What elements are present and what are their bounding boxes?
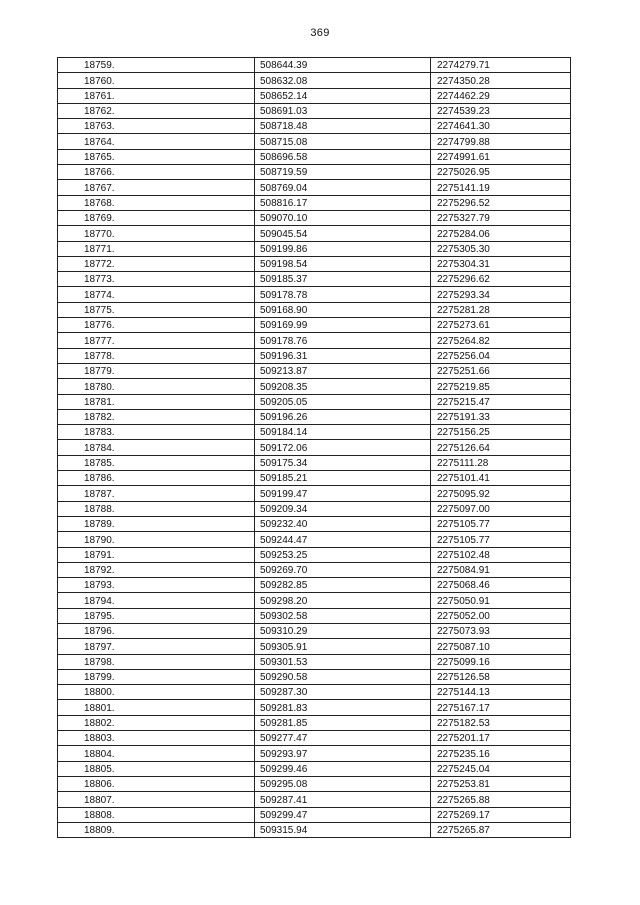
table-row: [58, 685, 571, 700]
table-row: [58, 792, 571, 807]
x-coordinate-cell: 508644.39: [255, 58, 431, 73]
x-coordinate-cell: 509198.54: [255, 256, 431, 271]
table-row: [58, 318, 571, 333]
y-coordinate-cell: 2275087.10: [431, 639, 571, 654]
y-coordinate-cell: 2275141.19: [431, 180, 571, 195]
table-row: [58, 547, 571, 562]
point-number-cell: 18777.: [58, 333, 255, 348]
x-coordinate-cell: 509315.94: [255, 822, 431, 837]
point-number-cell: 18785.: [58, 455, 255, 470]
table-row: [58, 134, 571, 149]
y-coordinate-cell: 2275296.62: [431, 272, 571, 287]
point-number-cell: 18791.: [58, 547, 255, 562]
y-coordinate-cell: 2275052.00: [431, 608, 571, 623]
table-row: [58, 256, 571, 271]
point-number-cell: 18788.: [58, 501, 255, 516]
point-number-cell: 18787.: [58, 486, 255, 501]
x-coordinate-cell: 508632.08: [255, 73, 431, 88]
point-number-cell: 18792.: [58, 562, 255, 577]
x-coordinate-cell: 509070.10: [255, 210, 431, 225]
y-coordinate-cell: 2275265.87: [431, 822, 571, 837]
y-coordinate-cell: 2275126.64: [431, 440, 571, 455]
point-number-cell: 18761.: [58, 88, 255, 103]
y-coordinate-cell: 2275245.04: [431, 761, 571, 776]
x-coordinate-cell: 509281.83: [255, 700, 431, 715]
x-coordinate-cell: 509205.05: [255, 394, 431, 409]
x-coordinate-cell: 509185.37: [255, 272, 431, 287]
table-row: [58, 165, 571, 180]
point-number-cell: 18801.: [58, 700, 255, 715]
y-coordinate-cell: 2275296.52: [431, 195, 571, 210]
table-row: [58, 226, 571, 241]
x-coordinate-cell: 509290.58: [255, 669, 431, 684]
point-number-cell: 18780.: [58, 379, 255, 394]
y-coordinate-cell: 2275102.48: [431, 547, 571, 562]
x-coordinate-cell: 509199.47: [255, 486, 431, 501]
y-coordinate-cell: 2275068.46: [431, 578, 571, 593]
y-coordinate-cell: 2275251.66: [431, 363, 571, 378]
point-number-cell: 18809.: [58, 822, 255, 837]
point-number-cell: 18802.: [58, 715, 255, 730]
point-number-cell: 18800.: [58, 685, 255, 700]
x-coordinate-cell: 509184.14: [255, 425, 431, 440]
table-row: [58, 149, 571, 164]
table-row: [58, 394, 571, 409]
point-number-cell: 18808.: [58, 807, 255, 822]
table-row: [58, 409, 571, 424]
table-row: [58, 516, 571, 531]
table-row: [58, 746, 571, 761]
point-number-cell: 18767.: [58, 180, 255, 195]
table-row: [58, 119, 571, 134]
point-number-cell: 18769.: [58, 210, 255, 225]
y-coordinate-cell: 2275099.16: [431, 654, 571, 669]
coordinates-table: [57, 57, 571, 838]
table-row: [58, 623, 571, 638]
x-coordinate-cell: 509310.29: [255, 623, 431, 638]
point-number-cell: 18764.: [58, 134, 255, 149]
y-coordinate-cell: 2275097.00: [431, 501, 571, 516]
table-row: [58, 822, 571, 837]
point-number-cell: 18770.: [58, 226, 255, 241]
point-number-cell: 18779.: [58, 363, 255, 378]
table-row: [58, 180, 571, 195]
x-coordinate-cell: 508715.08: [255, 134, 431, 149]
x-coordinate-cell: 509269.70: [255, 562, 431, 577]
table-row: [58, 731, 571, 746]
point-number-cell: 18789.: [58, 516, 255, 531]
x-coordinate-cell: 509169.99: [255, 318, 431, 333]
y-coordinate-cell: 2275144.13: [431, 685, 571, 700]
point-number-cell: 18797.: [58, 639, 255, 654]
x-coordinate-cell: 509178.78: [255, 287, 431, 302]
table-row: [58, 363, 571, 378]
y-coordinate-cell: 2275281.28: [431, 302, 571, 317]
point-number-cell: 18806.: [58, 776, 255, 791]
table-row: [58, 471, 571, 486]
table-row: [58, 761, 571, 776]
x-coordinate-cell: 508652.14: [255, 88, 431, 103]
point-number-cell: 18794.: [58, 593, 255, 608]
y-coordinate-cell: 2275293.34: [431, 287, 571, 302]
x-coordinate-cell: 508769.04: [255, 180, 431, 195]
y-coordinate-cell: 2275269.17: [431, 807, 571, 822]
x-coordinate-cell: 508718.48: [255, 119, 431, 134]
point-number-cell: 18781.: [58, 394, 255, 409]
point-number-cell: 18790.: [58, 532, 255, 547]
table-row: [58, 562, 571, 577]
x-coordinate-cell: 509253.25: [255, 547, 431, 562]
y-coordinate-cell: 2275111.28: [431, 455, 571, 470]
y-coordinate-cell: 2275327.79: [431, 210, 571, 225]
point-number-cell: 18798.: [58, 654, 255, 669]
table-row: [58, 593, 571, 608]
table-row: [58, 455, 571, 470]
table-row: [58, 333, 571, 348]
y-coordinate-cell: 2275253.81: [431, 776, 571, 791]
point-number-cell: 18763.: [58, 119, 255, 134]
y-coordinate-cell: 2275264.82: [431, 333, 571, 348]
point-number-cell: 18803.: [58, 731, 255, 746]
table-row: [58, 700, 571, 715]
y-coordinate-cell: 2275095.92: [431, 486, 571, 501]
x-coordinate-cell: 509175.34: [255, 455, 431, 470]
y-coordinate-cell: 2275073.93: [431, 623, 571, 638]
x-coordinate-cell: 509299.46: [255, 761, 431, 776]
x-coordinate-cell: 509302.58: [255, 608, 431, 623]
y-coordinate-cell: 2275101.41: [431, 471, 571, 486]
y-coordinate-cell: 2275201.17: [431, 731, 571, 746]
table-row: [58, 639, 571, 654]
y-coordinate-cell: 2274799.88: [431, 134, 571, 149]
x-coordinate-cell: 509298.20: [255, 593, 431, 608]
y-coordinate-cell: 2274279.71: [431, 58, 571, 73]
x-coordinate-cell: 509208.35: [255, 379, 431, 394]
y-coordinate-cell: 2274462.29: [431, 88, 571, 103]
table-row: [58, 532, 571, 547]
table-row: [58, 379, 571, 394]
y-coordinate-cell: 2275191.33: [431, 409, 571, 424]
x-coordinate-cell: 509299.47: [255, 807, 431, 822]
x-coordinate-cell: 509168.90: [255, 302, 431, 317]
y-coordinate-cell: 2275026.95: [431, 165, 571, 180]
point-number-cell: 18786.: [58, 471, 255, 486]
y-coordinate-cell: 2274350.28: [431, 73, 571, 88]
y-coordinate-cell: 2274539.23: [431, 103, 571, 118]
point-number-cell: 18805.: [58, 761, 255, 776]
point-number-cell: 18774.: [58, 287, 255, 302]
point-number-cell: 18807.: [58, 792, 255, 807]
point-number-cell: 18778.: [58, 348, 255, 363]
point-number-cell: 18782.: [58, 409, 255, 424]
x-coordinate-cell: 509244.47: [255, 532, 431, 547]
x-coordinate-cell: 509213.87: [255, 363, 431, 378]
table-row: [58, 776, 571, 791]
table-row: [58, 578, 571, 593]
x-coordinate-cell: 509172.06: [255, 440, 431, 455]
x-coordinate-cell: 509209.34: [255, 501, 431, 516]
y-coordinate-cell: 2275050.91: [431, 593, 571, 608]
y-coordinate-cell: 2274991.61: [431, 149, 571, 164]
x-coordinate-cell: 509282.85: [255, 578, 431, 593]
y-coordinate-cell: 2275126.58: [431, 669, 571, 684]
x-coordinate-cell: 509199.86: [255, 241, 431, 256]
table-row: [58, 654, 571, 669]
table-row: [58, 807, 571, 822]
y-coordinate-cell: 2274641.30: [431, 119, 571, 134]
point-number-cell: 18804.: [58, 746, 255, 761]
table-row: [58, 486, 571, 501]
y-coordinate-cell: 2275304.31: [431, 256, 571, 271]
x-coordinate-cell: 509185.21: [255, 471, 431, 486]
x-coordinate-cell: 509305.91: [255, 639, 431, 654]
x-coordinate-cell: 509287.30: [255, 685, 431, 700]
point-number-cell: 18776.: [58, 318, 255, 333]
x-coordinate-cell: 508696.58: [255, 149, 431, 164]
y-coordinate-cell: 2275305.30: [431, 241, 571, 256]
point-number-cell: 18771.: [58, 241, 255, 256]
table-row: [58, 287, 571, 302]
y-coordinate-cell: 2275256.04: [431, 348, 571, 363]
point-number-cell: 18759.: [58, 58, 255, 73]
table-row: [58, 608, 571, 623]
x-coordinate-cell: 509301.53: [255, 654, 431, 669]
x-coordinate-cell: 508691.03: [255, 103, 431, 118]
coordinates-table-body: [58, 58, 571, 838]
x-coordinate-cell: 509295.08: [255, 776, 431, 791]
y-coordinate-cell: 2275105.77: [431, 516, 571, 531]
point-number-cell: 18760.: [58, 73, 255, 88]
point-number-cell: 18795.: [58, 608, 255, 623]
y-coordinate-cell: 2275084.91: [431, 562, 571, 577]
table-row: [58, 73, 571, 88]
x-coordinate-cell: 509045.54: [255, 226, 431, 241]
table-row: [58, 272, 571, 287]
table-row: [58, 425, 571, 440]
point-number-cell: 18784.: [58, 440, 255, 455]
point-number-cell: 18783.: [58, 425, 255, 440]
x-coordinate-cell: 509287.41: [255, 792, 431, 807]
y-coordinate-cell: 2275167.17: [431, 700, 571, 715]
x-coordinate-cell: 508719.59: [255, 165, 431, 180]
point-number-cell: 18765.: [58, 149, 255, 164]
y-coordinate-cell: 2275156.25: [431, 425, 571, 440]
x-coordinate-cell: 509293.97: [255, 746, 431, 761]
table-row: [58, 669, 571, 684]
y-coordinate-cell: 2275265.88: [431, 792, 571, 807]
y-coordinate-cell: 2275284.06: [431, 226, 571, 241]
x-coordinate-cell: 509178.76: [255, 333, 431, 348]
table-row: [58, 88, 571, 103]
y-coordinate-cell: 2275235.16: [431, 746, 571, 761]
page-number: 369: [310, 27, 330, 39]
x-coordinate-cell: 508816.17: [255, 195, 431, 210]
table-row: [58, 348, 571, 363]
x-coordinate-cell: 509196.26: [255, 409, 431, 424]
point-number-cell: 18766.: [58, 165, 255, 180]
y-coordinate-cell: 2275219.85: [431, 379, 571, 394]
point-number-cell: 18762.: [58, 103, 255, 118]
point-number-cell: 18793.: [58, 578, 255, 593]
table-row: [58, 58, 571, 73]
y-coordinate-cell: 2275182.53: [431, 715, 571, 730]
x-coordinate-cell: 509277.47: [255, 731, 431, 746]
point-number-cell: 18773.: [58, 272, 255, 287]
table-row: [58, 210, 571, 225]
x-coordinate-cell: 509232.40: [255, 516, 431, 531]
table-row: [58, 715, 571, 730]
y-coordinate-cell: 2275273.61: [431, 318, 571, 333]
table-row: [58, 302, 571, 317]
table-row: [58, 103, 571, 118]
table-row: [58, 440, 571, 455]
y-coordinate-cell: 2275215.47: [431, 394, 571, 409]
point-number-cell: 18799.: [58, 669, 255, 684]
point-number-cell: 18796.: [58, 623, 255, 638]
x-coordinate-cell: 509281.85: [255, 715, 431, 730]
table-row: [58, 501, 571, 516]
table-row: [58, 195, 571, 210]
point-number-cell: 18775.: [58, 302, 255, 317]
table-row: [58, 241, 571, 256]
point-number-cell: 18768.: [58, 195, 255, 210]
point-number-cell: 18772.: [58, 256, 255, 271]
y-coordinate-cell: 2275105.77: [431, 532, 571, 547]
x-coordinate-cell: 509196.31: [255, 348, 431, 363]
